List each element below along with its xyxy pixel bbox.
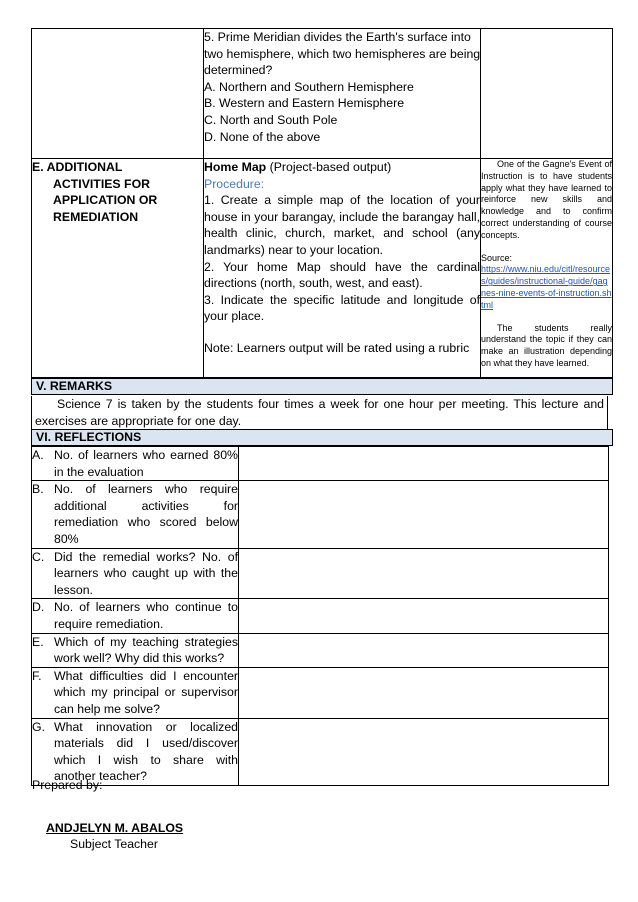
teacher-role: Subject Teacher (70, 837, 158, 851)
reflection-letter: G. (32, 719, 45, 734)
rationale-text: One of the Gagne's Event of Instruction is to have students apply what they have learned to reinforce new skills and knowledge and to confirm correct understanding of course concepts. (481, 159, 612, 240)
reflection-letter: D. (32, 600, 45, 615)
reflection-text: Which of my teaching strategies work well? Why did this works? (54, 634, 238, 666)
question5-line: two hemisphere, which two hemispheres are being (204, 46, 481, 61)
activity-subtitle: (Project-based output) (266, 160, 392, 174)
reflection-answer[interactable] (239, 548, 609, 599)
rubric-note: Note: Learners output will be rated using a rubric (204, 340, 470, 355)
reflection-letter: C. (32, 549, 45, 564)
reflections-header: VI. REFLECTIONS (31, 429, 613, 446)
reflection-answer[interactable] (239, 447, 609, 481)
reflection-letter: B. (32, 482, 44, 497)
reflection-text: What difficulties did I encounter which my principal or supervisor can help me solve? (54, 668, 238, 716)
procedure-heading: Procedure: (204, 176, 265, 191)
remarks-header: V. REMARKS (31, 378, 613, 395)
question5-cell (204, 29, 481, 159)
question5-line: determined? (204, 63, 273, 78)
reflection-row (32, 481, 609, 548)
section-e-label-line: REMEDIATION (53, 209, 139, 224)
reflection-question (32, 548, 239, 599)
question5-line: B. Western and Eastern Hemisphere (204, 96, 405, 111)
question5-line: A. Northern and Southern Hemisphere (204, 79, 414, 94)
source-label: Source: (481, 252, 513, 263)
reflection-text: What innovation or localized materials did I used/discover which I wish to share with another teacher? (54, 719, 238, 784)
reflection-row (32, 447, 609, 481)
rationale-text-2: The students really understand the topic if they can make an illustration depending on what they have learned. (481, 322, 612, 368)
reflection-row (32, 548, 609, 599)
reflection-row (32, 667, 609, 718)
reflection-question (32, 447, 239, 481)
question5-line: C. North and South Pole (204, 112, 338, 127)
lesson-table (31, 28, 613, 378)
rationale-cell (481, 159, 613, 378)
prepared-by-label: Prepared by: (32, 778, 103, 792)
question5-line: 5. Prime Meridian divides the Earth's surface into (204, 30, 471, 44)
reflection-answer[interactable] (239, 599, 609, 633)
reflection-text: No. of learners who earned 80% in the evaluation (54, 448, 238, 479)
reflection-row (32, 633, 609, 667)
reflection-text: No. of learners who require additional activities for remediation who scored below 80% (54, 482, 238, 546)
question-row (32, 29, 613, 159)
source-link[interactable]: https://www.niu.edu/citl/resources/guides/instructional-guide/gagnes-nine-events-of-instruction.shtml (481, 264, 612, 310)
section-e-label (32, 159, 204, 378)
empty-label-cell (32, 29, 204, 159)
section-e-row (32, 159, 613, 378)
procedure-step-1: 1. Create a simple map of the location of your house in your barangay, include the barangay hall, health clinic, church, market, and school (any landmarks) near to your location. (204, 193, 480, 257)
reflection-question (32, 599, 239, 633)
reflection-letter: E. (32, 634, 44, 649)
question5-line: D. None of the above (204, 129, 321, 144)
reflection-question (32, 633, 239, 667)
procedure-step-3: 3. Indicate the specific latitude and longitude of your place. (204, 292, 480, 324)
reflection-letter: A. (32, 448, 44, 462)
section-e-label-line: APPLICATION OR (53, 193, 158, 208)
empty-notes-cell (481, 29, 613, 159)
reflection-text: Did the remedial works? No. of learners who caught up with the lesson. (54, 549, 238, 597)
reflection-answer[interactable] (239, 718, 609, 785)
remarks-text: Science 7 is taken by the students four times a week for one hour per meeting. This lecture and exercises are appropriate for one day. (31, 396, 608, 429)
reflections-table (31, 446, 609, 786)
reflection-question (32, 481, 239, 548)
activity-title: Home Map (204, 160, 267, 174)
activity-cell (204, 159, 481, 378)
section-e-label-line: ACTIVITIES FOR (53, 176, 151, 191)
reflection-question (32, 667, 239, 718)
reflection-answer[interactable] (239, 633, 609, 667)
teacher-name: ANDJELYN M. ABALOS (46, 821, 184, 835)
reflection-letter: F. (32, 668, 42, 683)
reflection-text: No. of learners who continue to require remediation. (54, 600, 238, 631)
reflection-answer[interactable] (239, 667, 609, 718)
reflection-answer[interactable] (239, 481, 609, 548)
reflection-question (32, 718, 239, 785)
reflection-row (32, 599, 609, 633)
procedure-step-2: 2. Your home Map should have the cardinal directions (north, south, west, and east). (204, 259, 480, 291)
section-e-label-line: E. ADDITIONAL (32, 160, 123, 174)
reflection-row (32, 718, 609, 785)
